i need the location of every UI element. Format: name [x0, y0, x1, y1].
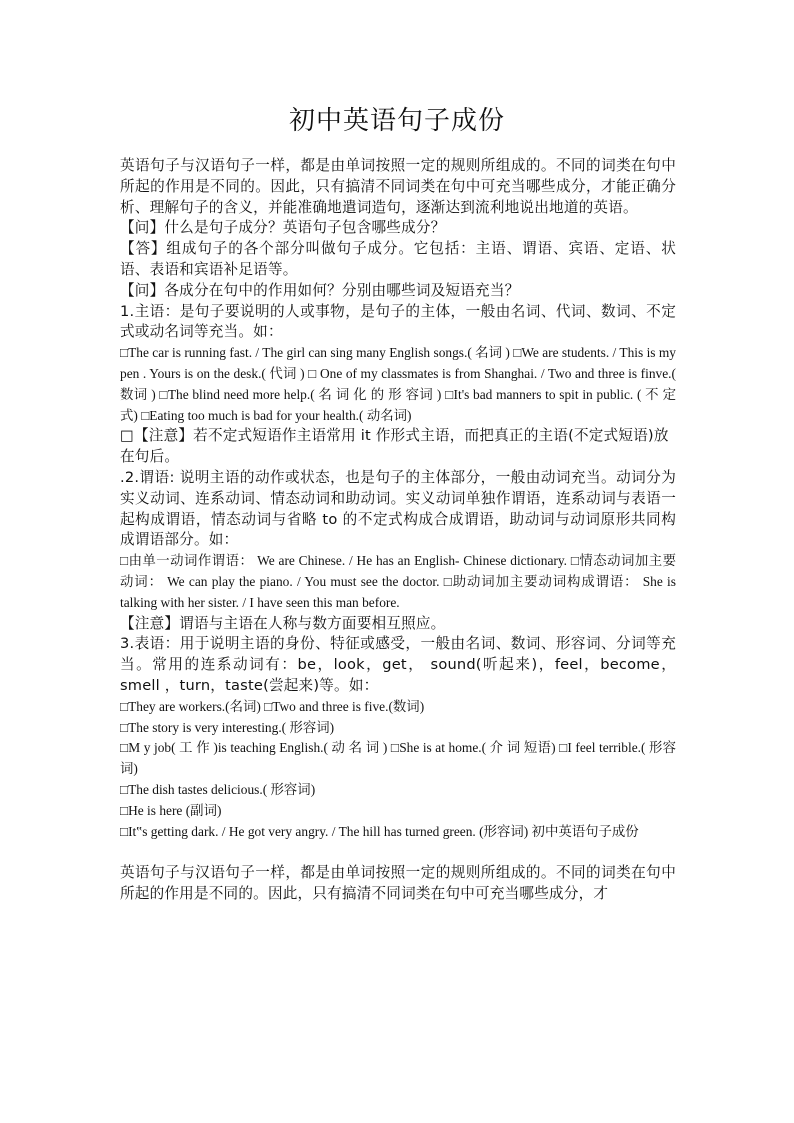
predicative-example-1: □They are workers.(名词) □Two and three is five.(数词)	[120, 698, 425, 714]
subject-definition: 1.主语：是句子要说明的人或事物，是句子的主体，一般由名词、代词、数词、不定式或动名词等充当。如：	[120, 302, 676, 341]
question-1: 【问】什么是句子成分？英语句子包含哪些成分？	[120, 219, 446, 237]
subject-note: □【注意】若不定式短语作主语常用 it 作形式主语，而把真正的主语(不定式短语)放	[120, 427, 669, 445]
predicative-example-5: □He is here (副词)	[120, 802, 222, 818]
predicate-examples: □由单一动词作谓语： We are Chinese. / He has an English- Chinese dictionary. □情态动词加主要动词： We can play the piano. / You must see the doctor. □助动词加主要动词构成谓语： She is talking with her sister. / I have seen this man before.	[120, 553, 676, 610]
page-title: 初中英语句子成份	[288, 106, 505, 136]
paragraph-gap	[120, 842, 676, 863]
question-2: 【问】各成分在句中的作用如何？分别由哪些词及短语充当？	[120, 281, 520, 299]
predicative-example-6: □It‟s getting dark. / He got very angry. / The hill has turned green. (形容词) 初中英语句子成份	[120, 823, 639, 839]
subject-note-continued: 在句后。	[120, 448, 180, 466]
predicate-definition: .2.谓语: 说明主语的动作或状态，也是句子的主体部分，一般由动词充当。动词分为实义动词、连系动词、情态动词和助动词。实义动词单独作谓语，连系动词与表语一起构成谓语，情态动词与省略 to 的不定式构成合成谓语，助动词与动词原形共同构成谓语部分。如：	[120, 468, 676, 549]
predicate-note: 【注意】谓语与主语在人称与数方面要相互照应。	[120, 614, 446, 632]
predicative-example-3: □M y job( 工 作 )is teaching English.( 动 名 词 ) □She is at home.( 介 词 短语) □I feel terrible.( 形容词)	[120, 740, 676, 777]
answer-1: 【答】组成句子的各个部分叫做句子成分。它包括：主语、谓语、宾语、定语、状语、表语和宾语补足语等。	[120, 240, 676, 278]
predicative-example-4: □The dish tastes delicious.( 形容词)	[120, 781, 316, 797]
repeated-intro-paragraph: 英语句子与汉语句子一样，都是由单词按照一定的规则所组成的。不同的词类在句中所起的作用是不同的。因此，只有搞清不同词类在句中可充当哪些成分，才	[120, 864, 676, 902]
intro-paragraph: 英语句子与汉语句子一样，都是由单词按照一定的规则所组成的。不同的词类在句中所起的作用是不同的。因此，只有搞清不同词类在句中可充当哪些成分，才能正确分析、理解句子的含义，并能准确地遣词造句，逐渐达到流利地说出地道的英语。	[120, 157, 676, 216]
document-body	[120, 156, 676, 905]
subject-examples: □The car is running fast. / The girl can sing many English songs.( 名词 ) □We are students. / This is my pen . Yours is on the desk.( 代词 ) □ One of my classmates is from Shanghai. / Two and three is finve.( 数词 ) □The blind need more help.( 名 词 化 的 形 容词 ) □It's bad manners to spit in public. ( 不 定式) □Eating too much is bad for your health.( 动名词)	[120, 345, 676, 423]
predicative-example-2: □The story is very interesting.( 形容词)	[120, 719, 335, 735]
predicative-definition: 3.表语：用于说明主语的身份、特征或感受，一般由名词、数词、形容词、分词等充当。常用的连系动词有：be，look，get， sound(听起来)，feel，become， smell ，turn，taste(尝起来)等。如：	[120, 635, 676, 694]
